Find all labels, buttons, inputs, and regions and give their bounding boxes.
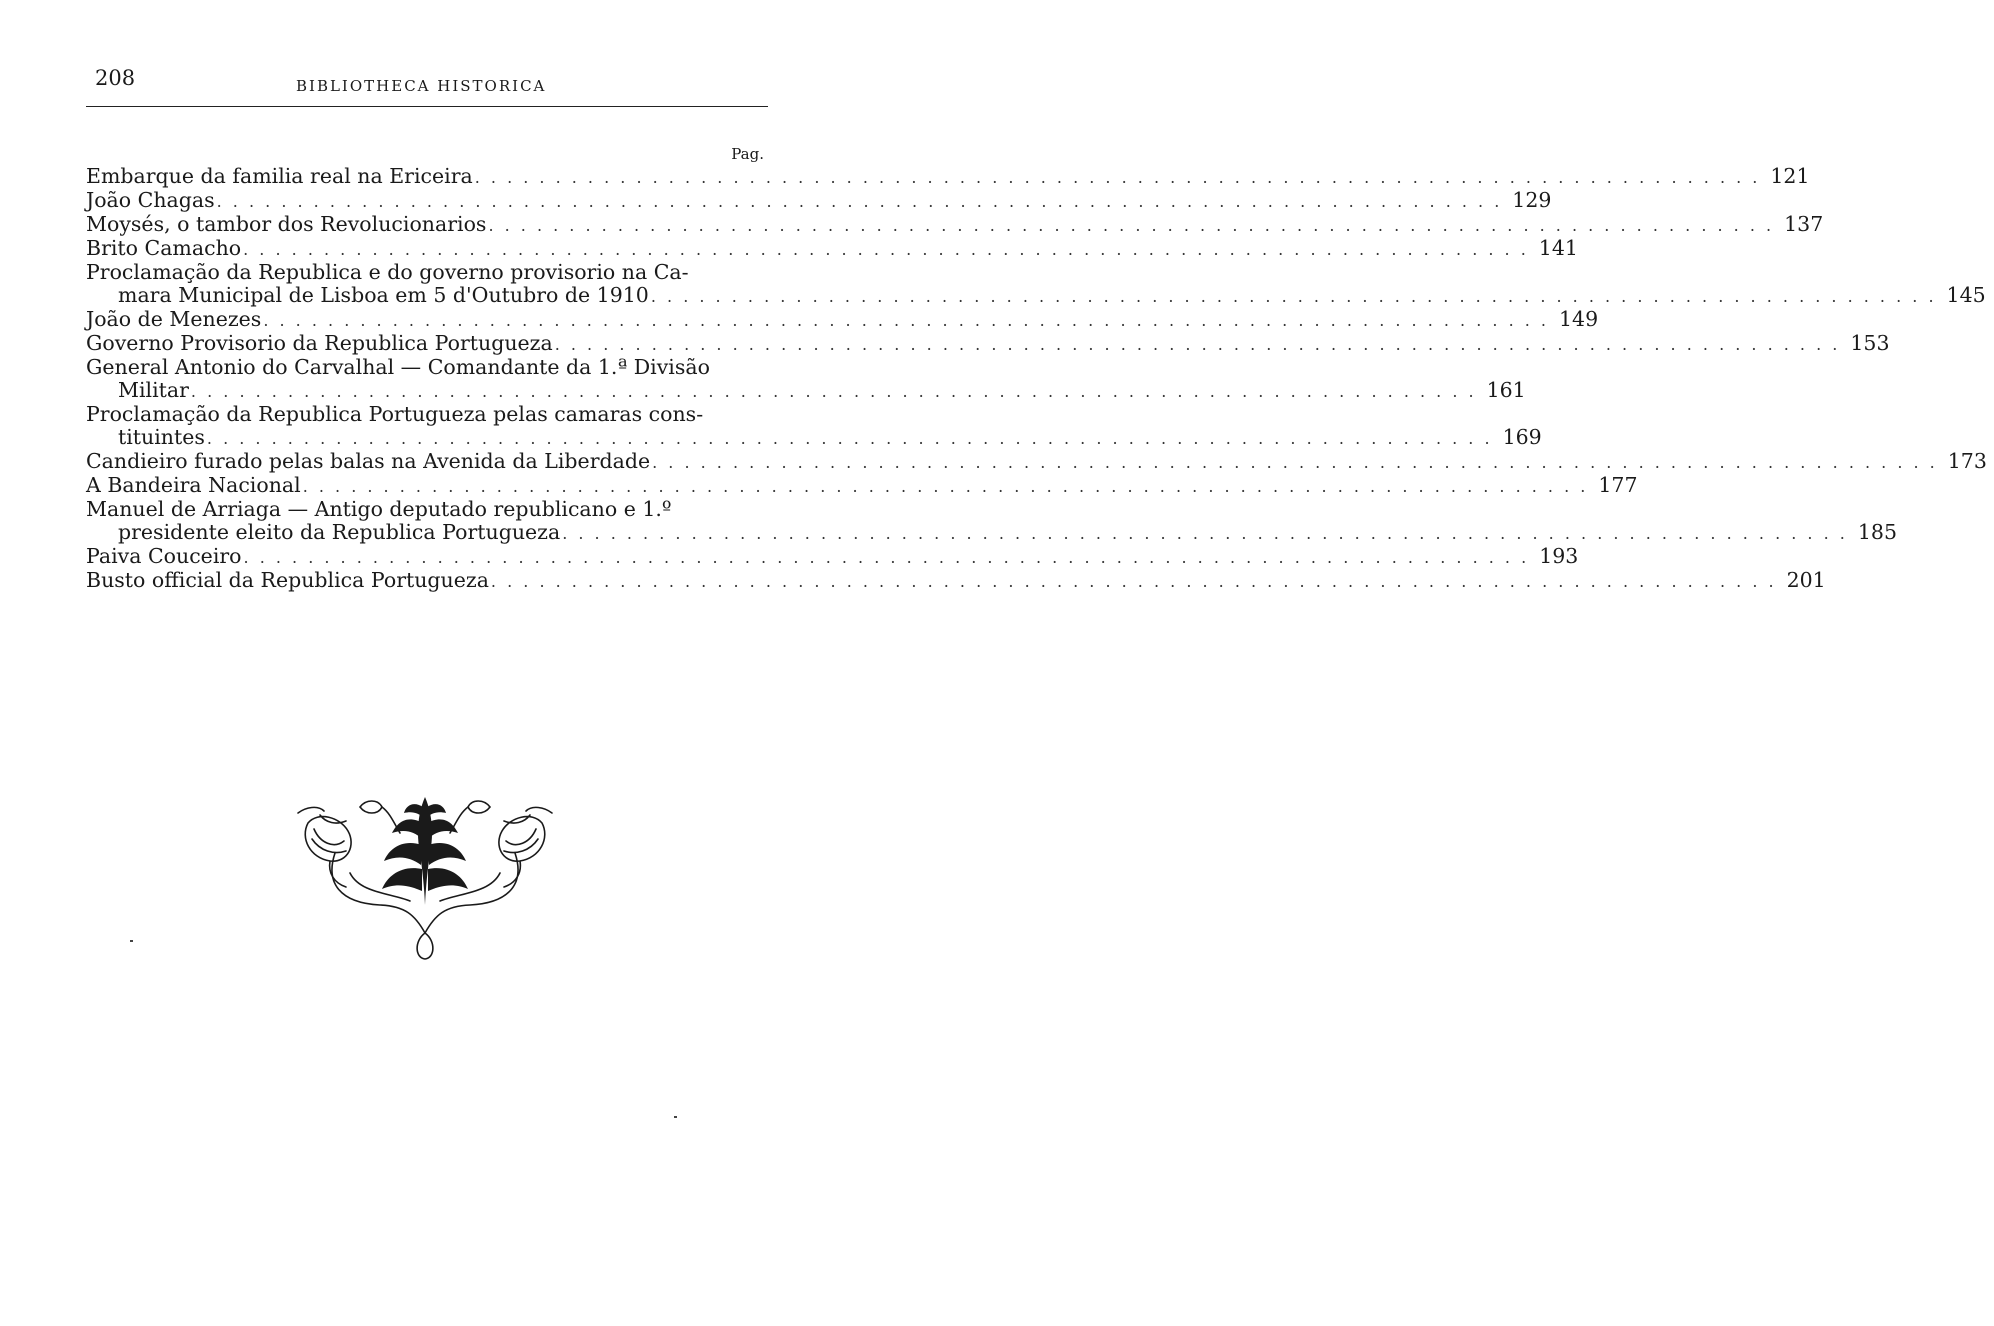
toc-entry-title: Governo Provisorio da Republica Portugueza — [86, 331, 553, 355]
toc-page-number: 129 — [1512, 188, 1552, 212]
toc-entry-line — [86, 449, 1987, 474]
dot-leader: . . . . . . . . . . . . . . . . . . . . . . . . . . . . . . . . . . . . . . . . . . . . . . . . . . . . . . . . . . . . . . . . . . . . . . . . . . . . . . . . — [562, 524, 1848, 543]
toc-page-number: 173 — [1947, 449, 1987, 473]
toc-entry-line — [86, 403, 768, 426]
toc-page-number: 185 — [1857, 520, 1897, 544]
toc-page-number: 137 — [1784, 212, 1824, 236]
toc-entry — [86, 544, 1579, 569]
dot-leader: . . . . . . . . . . . . . . . . . . . . . . . . . . . . . . . . . . . . . . . . . . . . . . . . . . . . . . . . . . . . . . . . . . . . . . . . . . . . . . . . — [650, 287, 1937, 306]
toc-entry — [86, 212, 1824, 237]
toc-entry-line — [86, 544, 1579, 569]
toc-entry-line — [86, 188, 1552, 213]
toc-entry — [86, 188, 1552, 213]
toc-entry-title: Militar — [118, 378, 189, 402]
toc-entry-title: Manuel de Arriaga — Antigo deputado republicano e 1.º — [86, 497, 672, 521]
toc-entry — [86, 355, 1526, 403]
toc-entry-title: Brito Camacho — [86, 236, 242, 260]
print-speck — [674, 1116, 677, 1118]
toc-entry — [86, 449, 1987, 474]
toc-entry-title: Paiva Couceiro — [86, 544, 242, 568]
toc-page-number: 145 — [1946, 283, 1986, 307]
toc-page-number: 169 — [1502, 425, 1542, 449]
toc-entry-line — [86, 568, 1826, 593]
floral-tailpiece-ornament-icon — [290, 793, 560, 963]
toc-entry-title: Candieiro furado pelas balas na Avenida da Liberdade — [86, 449, 651, 473]
toc-entry-line — [86, 520, 1897, 545]
dot-leader: . . . . . . . . . . . . . . . . . . . . . . . . . . . . . . . . . . . . . . . . . . . . . . . . . . . . . . . . . . . . . . . . . . . . . . . . . . . . . . . . — [490, 572, 1777, 591]
toc-entry — [86, 568, 1826, 593]
toc-entry-title: Proclamação da Republica e do governo provisorio na Ca- — [86, 260, 689, 284]
toc-entry-line — [86, 236, 1578, 261]
dot-leader: . . . . . . . . . . . . . . . . . . . . . . . . . . . . . . . . . . . . . . . . . . . . . . . . . . . . . . . . . . . . . . . . . . . . . . . . . . . . . . . . — [190, 382, 1477, 401]
toc-page-number: 153 — [1850, 331, 1890, 355]
toc-entry-line — [86, 498, 768, 521]
toc-page-number: 149 — [1559, 307, 1599, 331]
toc-page-number: 141 — [1538, 236, 1578, 260]
toc-entry — [86, 236, 1578, 261]
page-number: 208 — [95, 66, 136, 90]
dot-leader: . . . . . . . . . . . . . . . . . . . . . . . . . . . . . . . . . . . . . . . . . . . . . . . . . . . . . . . . . . . . . . . . . . . . . . . . . . . . . . . . — [263, 311, 1549, 330]
toc-entry-title: Embarque da familia real na Ericeira — [86, 164, 473, 188]
toc-entry-line — [86, 212, 1824, 237]
toc-entry-line — [86, 261, 768, 284]
toc-entry-title: João de Menezes — [86, 307, 262, 331]
toc-entry-title: João Chagas — [86, 188, 215, 212]
table-of-contents — [86, 164, 1987, 593]
print-speck — [130, 940, 133, 942]
running-title: BIBLIOTHECA HISTORICA — [296, 77, 547, 95]
dot-leader: . . . . . . . . . . . . . . . . . . . . . . . . . . . . . . . . . . . . . . . . . . . . . . . . . . . . . . . . . . . . . . . . . . . . . . . . . . . . . . . . — [216, 192, 1503, 211]
toc-entry-line — [86, 473, 1638, 498]
toc-entry — [86, 473, 1638, 498]
dot-leader: . . . . . . . . . . . . . . . . . . . . . . . . . . . . . . . . . . . . . . . . . . . . . . . . . . . . . . . . . . . . . . . . . . . . . . . . . . . . . . . . — [206, 429, 1493, 448]
dot-leader: . . . . . . . . . . . . . . . . . . . . . . . . . . . . . . . . . . . . . . . . . . . . . . . . . . . . . . . . . . . . . . . . . . . . . . . . . . . . . . . . — [488, 216, 1775, 235]
page-column-label: Pag. — [731, 145, 764, 163]
toc-entry — [86, 497, 1897, 545]
toc-page-number: 193 — [1539, 544, 1579, 568]
toc-page-number: 201 — [1786, 568, 1826, 592]
toc-entry — [86, 331, 1890, 356]
header-rule — [86, 106, 768, 107]
toc-entry-title: A Bandeira Nacional — [86, 473, 301, 497]
toc-entry-title: Proclamação da Republica Portugueza pelas camaras cons- — [86, 402, 704, 426]
toc-entry-line — [86, 331, 1890, 356]
toc-page-number: 161 — [1486, 378, 1526, 402]
toc-entry-line — [86, 283, 1986, 308]
toc-entry — [86, 307, 1599, 332]
toc-entry-title: tituintes — [118, 425, 205, 449]
dot-leader: . . . . . . . . . . . . . . . . . . . . . . . . . . . . . . . . . . . . . . . . . . . . . . . . . . . . . . . . . . . . . . . . . . . . . . . . . . . . . . . . — [302, 477, 1589, 496]
dot-leader: . . . . . . . . . . . . . . . . . . . . . . . . . . . . . . . . . . . . . . . . . . . . . . . . . . . . . . . . . . . . . . . . . . . . . . . . . . . . . . . . — [243, 548, 1530, 567]
dot-leader: . . . . . . . . . . . . . . . . . . . . . . . . . . . . . . . . . . . . . . . . . . . . . . . . . . . . . . . . . . . . . . . . . . . . . . . . . . . . . . . . — [474, 168, 1761, 187]
toc-entry — [86, 402, 1542, 450]
toc-entry-title: General Antonio do Carvalhal — Comandante da 1.ª Divisão — [86, 355, 710, 379]
toc-entry-line — [86, 307, 1599, 332]
toc-entry-title: presidente eleito da Republica Portugueza — [118, 520, 561, 544]
toc-entry-title: mara Municipal de Lisboa em 5 d'Outubro de 1910 — [118, 283, 649, 307]
toc-entry-title: Moysés, o tambor dos Revolucionarios — [86, 212, 487, 236]
toc-page-number: 177 — [1598, 473, 1638, 497]
toc-entry — [86, 164, 1810, 189]
dot-leader: . . . . . . . . . . . . . . . . . . . . . . . . . . . . . . . . . . . . . . . . . . . . . . . . . . . . . . . . . . . . . . . . . . . . . . . . . . . . . . . . — [554, 335, 1841, 354]
toc-entry-line — [86, 164, 1810, 189]
toc-entry-title: Busto official da Republica Portugueza — [86, 568, 489, 592]
toc-entry-line — [86, 356, 768, 379]
running-head — [86, 62, 768, 100]
toc-entry-line — [86, 378, 1526, 403]
dot-leader: . . . . . . . . . . . . . . . . . . . . . . . . . . . . . . . . . . . . . . . . . . . . . . . . . . . . . . . . . . . . . . . . . . . . . . . . . . . . . . . . — [243, 240, 1529, 259]
toc-page-number: 121 — [1770, 164, 1810, 188]
toc-entry-line — [86, 425, 1542, 450]
dot-leader: . . . . . . . . . . . . . . . . . . . . . . . . . . . . . . . . . . . . . . . . . . . . . . . . . . . . . . . . . . . . . . . . . . . . . . . . . . . . . . . . — [652, 453, 1938, 472]
toc-entry — [86, 260, 1986, 308]
